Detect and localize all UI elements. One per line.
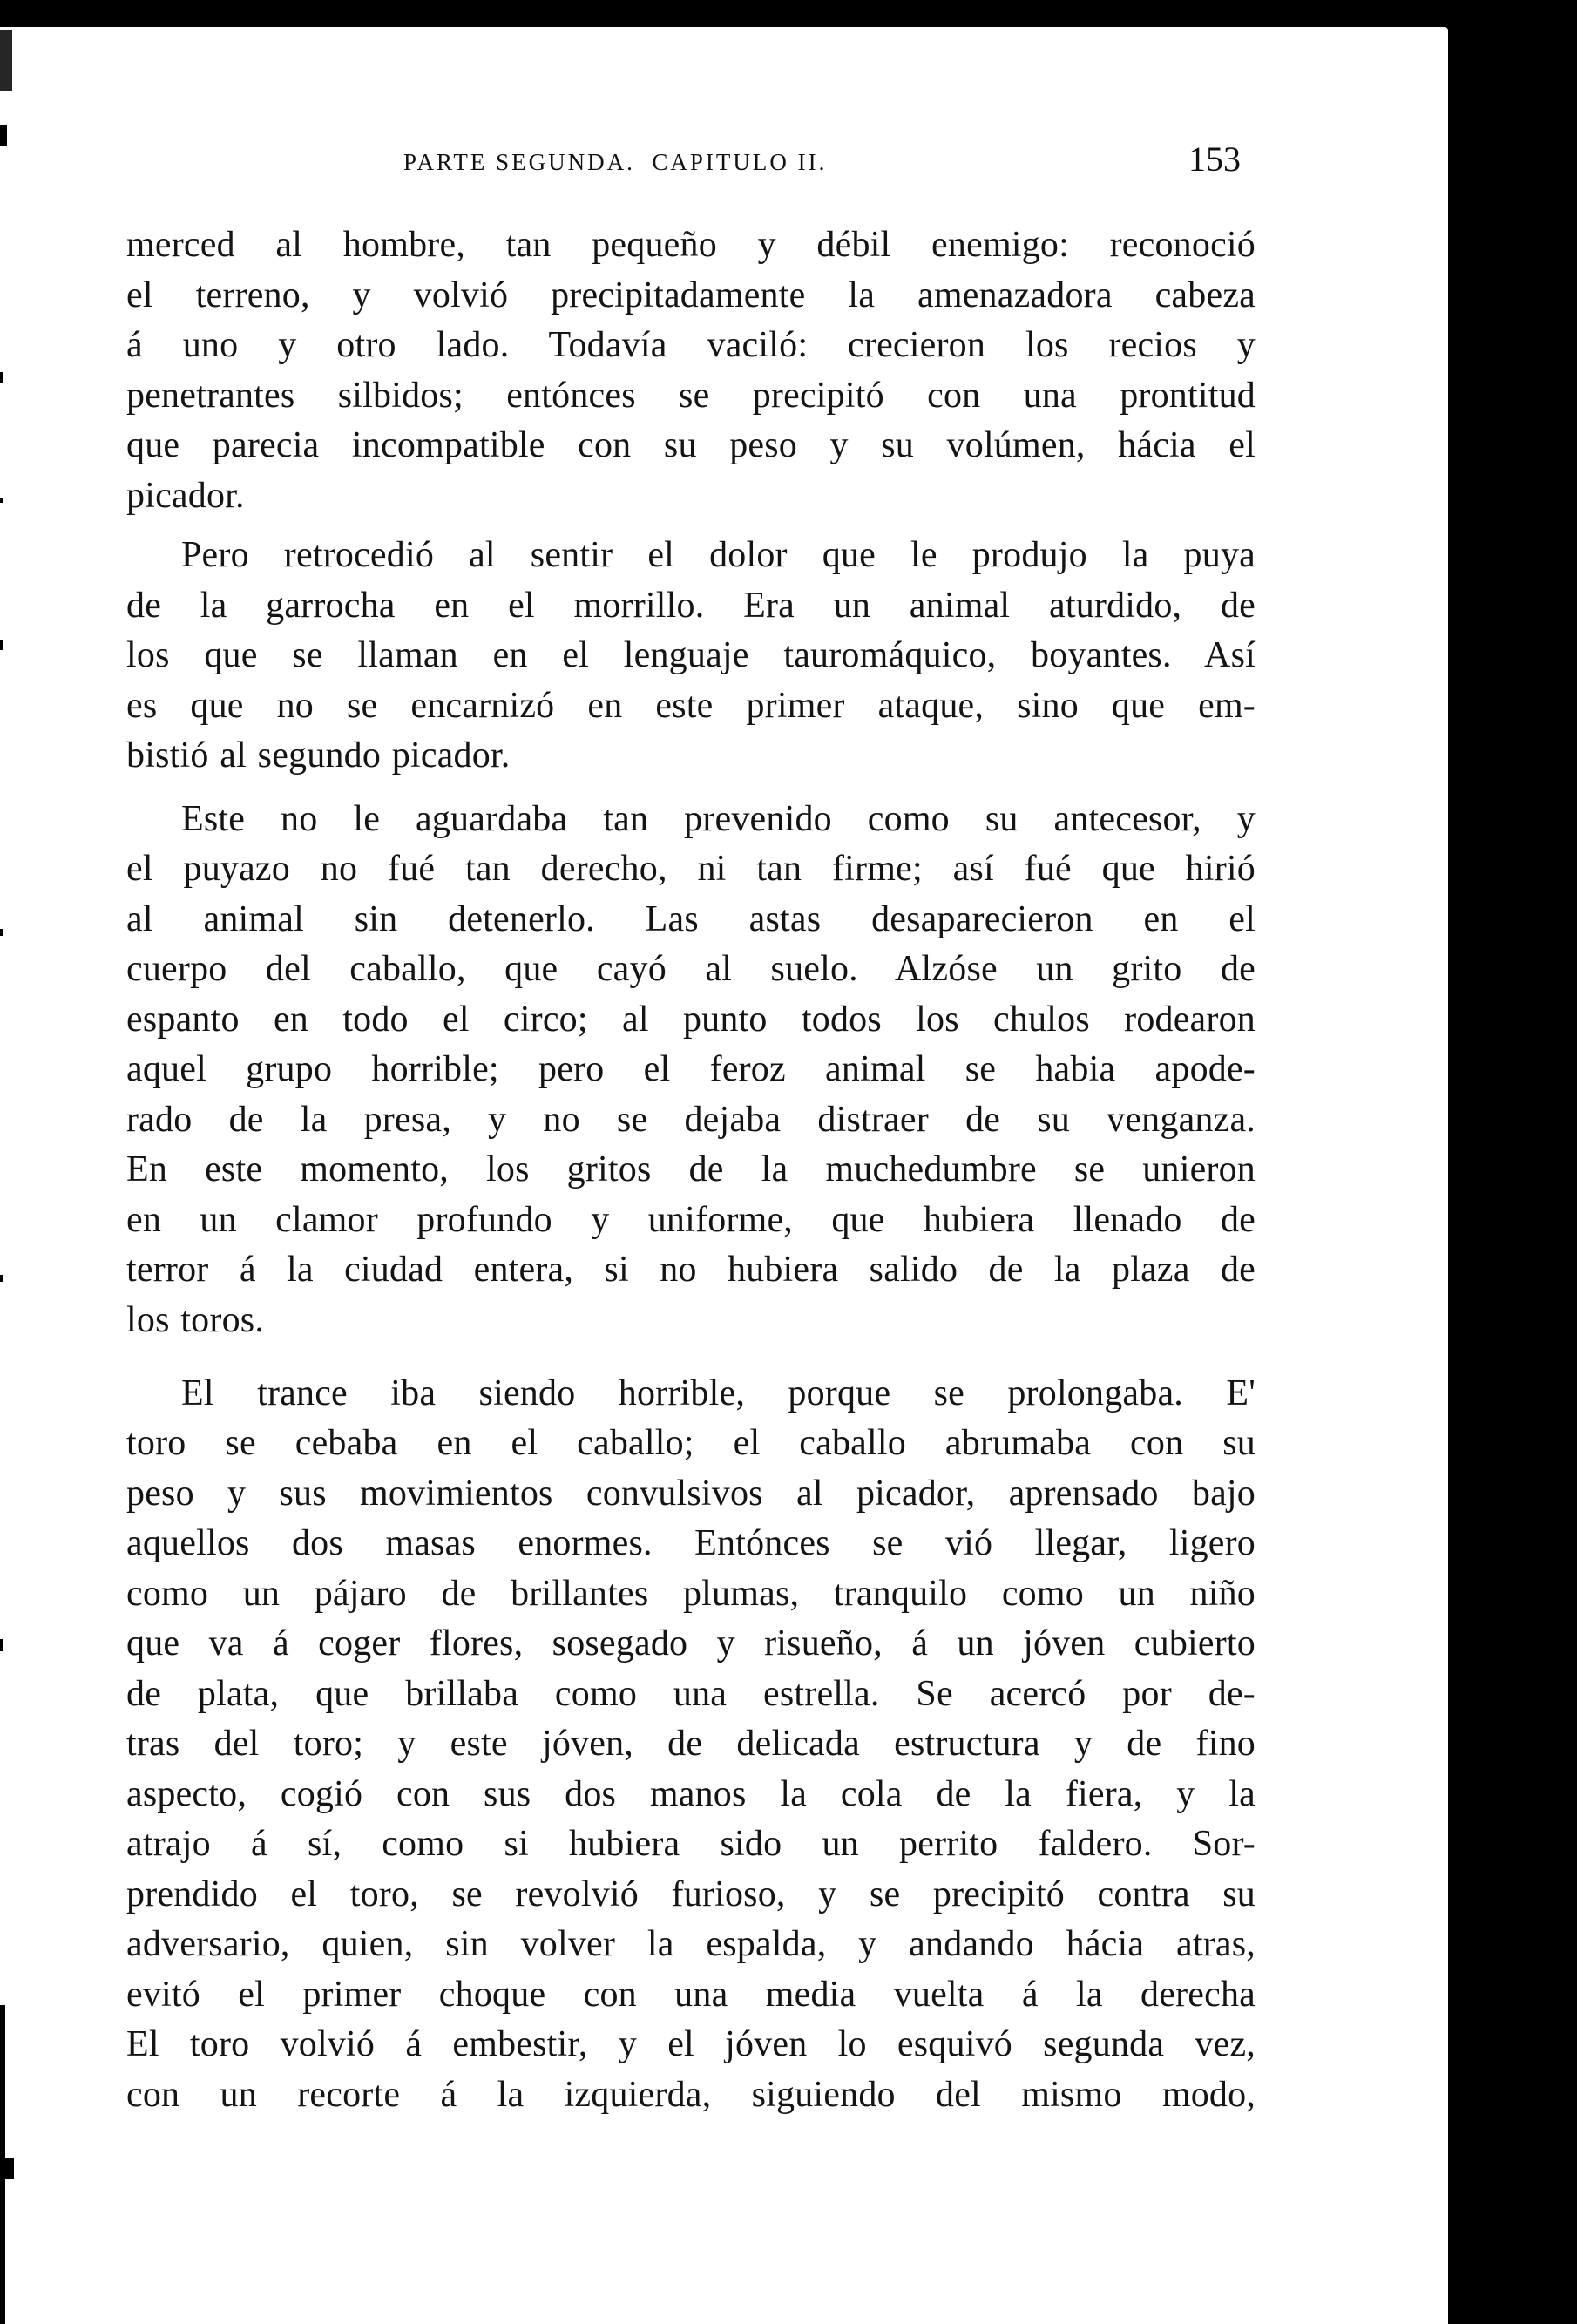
text-line: atrajo á sí, como si hubiera sido un perrito faldero. Sor- [126,1824,1256,1864]
text-line: que va á coger flores, sosegado y risueño, á un jóven cubierto [126,1623,1256,1663]
text-line: espanto en todo el circo; al punto todos los chulos rodearon [126,999,1256,1040]
text-line: rado de la presa, y no se dejaba distraer de su venganza. [126,1100,1256,1140]
text-line: de plata, que brillaba como una estrella. Se acercó por de- [126,1674,1256,1714]
text-line: picador. [126,476,245,516]
text-line: de la garrocha en el morrillo. Era un animal aturdido, de [126,586,1256,626]
scan-artifact-left-5 [0,929,3,936]
text-line: adversario, quien, sin volver la espalda, y andando hácia atras, [126,1924,1256,1964]
scanned-book-page [0,27,1448,2324]
text-line: evitó el primer choque con una media vuelta á la derecha [126,1975,1256,2015]
text-line: El toro volvió á embestir, y el jóven lo esquivó segunda vez, [126,2024,1256,2064]
text-line: toro se cebaba en el caballo; el caballo abrumaba con su [126,1423,1256,1463]
text-line: al animal sin detenerlo. Las astas desaparecieron en el [126,899,1256,939]
text-line: el terreno, y volvió precipitadamente la amenazadora cabeza [126,275,1256,315]
text-line: el puyazo no fué tan derecho, ni tan firme; así fué que hirió [126,849,1256,889]
scan-artifact-left-2 [0,372,3,383]
text-line: que parecia incompatible con su peso y su volúmen, hácia el [126,425,1256,465]
scan-artifact-left-8 [0,2158,14,2179]
text-line: los toros. [126,1300,265,1340]
scan-artifact-left-7 [0,1639,3,1651]
text-line: como un pájaro de brillantes plumas, tranquilo como un niño [126,1574,1256,1614]
text-line: con un recorte á la izquierda, siguiendo del mismo modo, [126,2075,1256,2115]
text-line: terror á la ciudad entera, si no hubiera salido de la plaza de [126,1250,1256,1290]
text-line: En este momento, los gritos de la muchedumbre se unieron [126,1149,1256,1189]
text-line: peso y sus movimientos convulsivos al picador, aprensado bajo [126,1474,1256,1514]
page-number: 153 [1188,139,1241,179]
scan-artifact-left-3 [0,498,3,503]
text-line: tras del toro; y este jóven, de delicada estructura y de fino [126,1724,1256,1764]
text-line: los que se llaman en el lenguaje tauromáquico, boyantes. Así [126,635,1256,675]
scan-artifact-left-1 [0,125,7,146]
scan-artifact-top-left [0,30,12,91]
text-line: El trance iba siendo horrible, porque se prolongaba. E' [181,1373,1256,1413]
text-line: merced al hombre, tan pequeño y débil enemigo: reconoció [126,225,1256,265]
text-line: aquellos dos masas enormes. Entónces se vió llegar, ligero [126,1523,1256,1563]
text-line: á uno y otro lado. Todavía vaciló: crecieron los recios y [126,325,1256,365]
text-line: Pero retrocedió al sentir el dolor que le produjo la puya [181,535,1256,575]
text-line: cuerpo del caballo, que cayó al suelo. Alzóse un grito de [126,949,1256,989]
text-line: es que no se encarnizó en este primer ataque, sino que em- [126,686,1256,726]
text-line: penetrantes silbidos; entónces se precipitó con una prontitud [126,376,1256,416]
text-line: prendido el toro, se revolvió furioso, y se precipitó contra su [126,1874,1256,1914]
text-line: aquel grupo horrible; pero el feroz animal se habia apode- [126,1049,1256,1089]
running-head: PARTE SEGUNDA. CAPITULO II. [403,149,828,175]
text-line: aspecto, cogió con sus dos manos la cola de la fiera, y la [126,1774,1256,1814]
text-line: en un clamor profundo y uniforme, que hubiera llenado de [126,1200,1256,1240]
scan-artifact-left-4 [0,640,3,650]
text-line: bistió al segundo picador. [126,735,511,776]
text-line: Este no le aguardaba tan prevenido como su antecesor, y [181,799,1256,839]
scan-artifact-left-6 [0,1275,3,1282]
